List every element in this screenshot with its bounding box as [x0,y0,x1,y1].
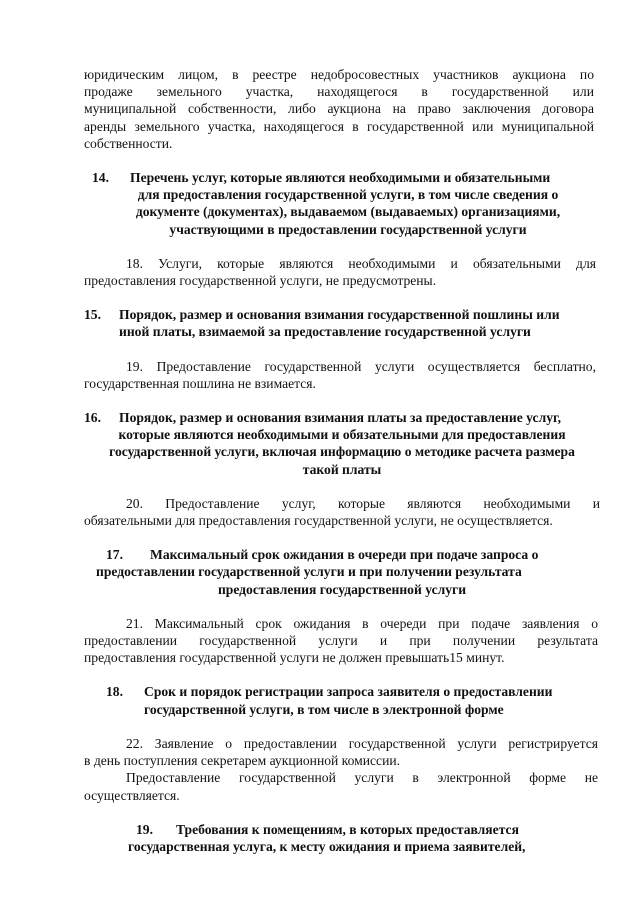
section-15-body-line-2: государственная пошлина не взимается. [84,375,316,391]
section-17-title-line-3: предоставления государственной услуги [217,581,467,597]
section-18-body [84,735,598,804]
section-17-body-line-2: предоставлении государственной услуги и при получении результата [84,633,598,649]
section-14-heading [84,169,600,238]
intro-line-2: продаже земельного участка, находящегося в государственной или [84,84,594,100]
section-18-body-line-1: 22. Заявление о предоставлении государственной услуги регистрируется [126,735,598,751]
section-17-body-line-1: 21. Максимальный срок ожидания в очереди при подаче заявления о [126,615,598,631]
section-14-title-line-1: Перечень услуг, которые являются необходимыми и обязательными [130,170,551,186]
intro-paragraph [84,66,594,152]
section-19-title-line-2: государственная услуга, к месту ожидания и приема заявителей, [128,838,526,854]
section-16-title-line-4: такой платы [302,461,382,477]
section-17-heading [84,546,600,598]
section-17-body-line-3: предоставления государственной услуги не должен превышать15 минут. [84,650,505,666]
section-16-heading [84,409,600,478]
section-14-number: 14. [92,170,109,186]
section-18-heading [84,683,600,717]
section-18-title-line-2: государственной услуги, в том числе в электронной форме [144,701,504,717]
section-18-body2-line-2: осуществляется. [84,787,180,803]
section-14-title-line-3: документе (документах), выдаваемом (выдаваемых) организациями, [135,204,561,220]
section-18-body2-line-1: Предоставление государственной услуги в электронной форме не [126,770,598,786]
section-15-body [84,358,596,392]
section-14-body-line-2: предоставления государственной услуги, не предусмотрены. [84,273,437,289]
section-17-number: 17. [106,547,123,563]
section-16-title-line-1: Порядок, размер и основания взимания платы за предоставление услуг, [119,410,562,426]
section-19-heading [84,821,600,855]
section-17-title-line-2: предоставлении государственной услуги и при получении результата [96,564,522,580]
section-14-title-line-2: для предоставления государственной услуги, в том числе сведения о [137,187,559,203]
section-16-title-line-3: государственной услуги, включая информацию о методике расчета размера [109,444,575,460]
section-16-body [84,495,600,529]
section-18-body-line-2: в день поступления секретарем аукционной комиссии. [84,753,401,769]
section-14-title-line-4: участвующими в предоставлении государственной услуги [169,221,527,237]
section-16-body-line-2: обязательными для предоставления государственной услуги, не осуществляется. [84,513,553,529]
section-19-number: 19. [136,821,153,837]
intro-line-3: муниципальной собственности, либо аукциона на право заключения договора [84,101,594,117]
section-17-body [84,615,598,667]
section-17-title-line-1: Максимальный срок ожидания в очереди при подаче запроса о [150,547,539,563]
section-19-title-line-1: Требования к помещениям, в которых предоставляется [176,821,519,837]
section-15-heading [84,306,600,340]
section-14-body [84,255,596,289]
section-16-title-line-2: которые являются необходимыми и обязательными для предоставления [118,427,566,443]
intro-line-5: собственности. [84,135,173,151]
section-15-number: 15. [84,307,101,323]
section-15-body-line-1: 19. Предоставление государственной услуги осуществляется бесплатно, [126,358,596,374]
section-16-number: 16. [84,410,101,426]
intro-line-1: юридическим лицом, в реестре недобросовестных участников аукциона по [84,67,594,82]
intro-line-4: аренды земельного участка, находящегося в государственной или муниципальной [84,118,594,134]
section-18-title-line-1: Срок и порядок регистрации запроса заявителя о предоставлении [144,684,553,700]
section-18-number: 18. [106,684,123,700]
section-15-title-line-1: Порядок, размер и основания взимания государственной пошлины или [119,307,560,323]
section-14-body-line-1: 18. Услуги, которые являются необходимыми и обязательными для [126,255,596,271]
section-15-title-line-2: иной платы, взимаемой за предоставление государственной услуги [119,324,531,340]
section-16-body-line-1: 20. Предоставление услуг, которые являются необходимыми и [126,495,600,511]
